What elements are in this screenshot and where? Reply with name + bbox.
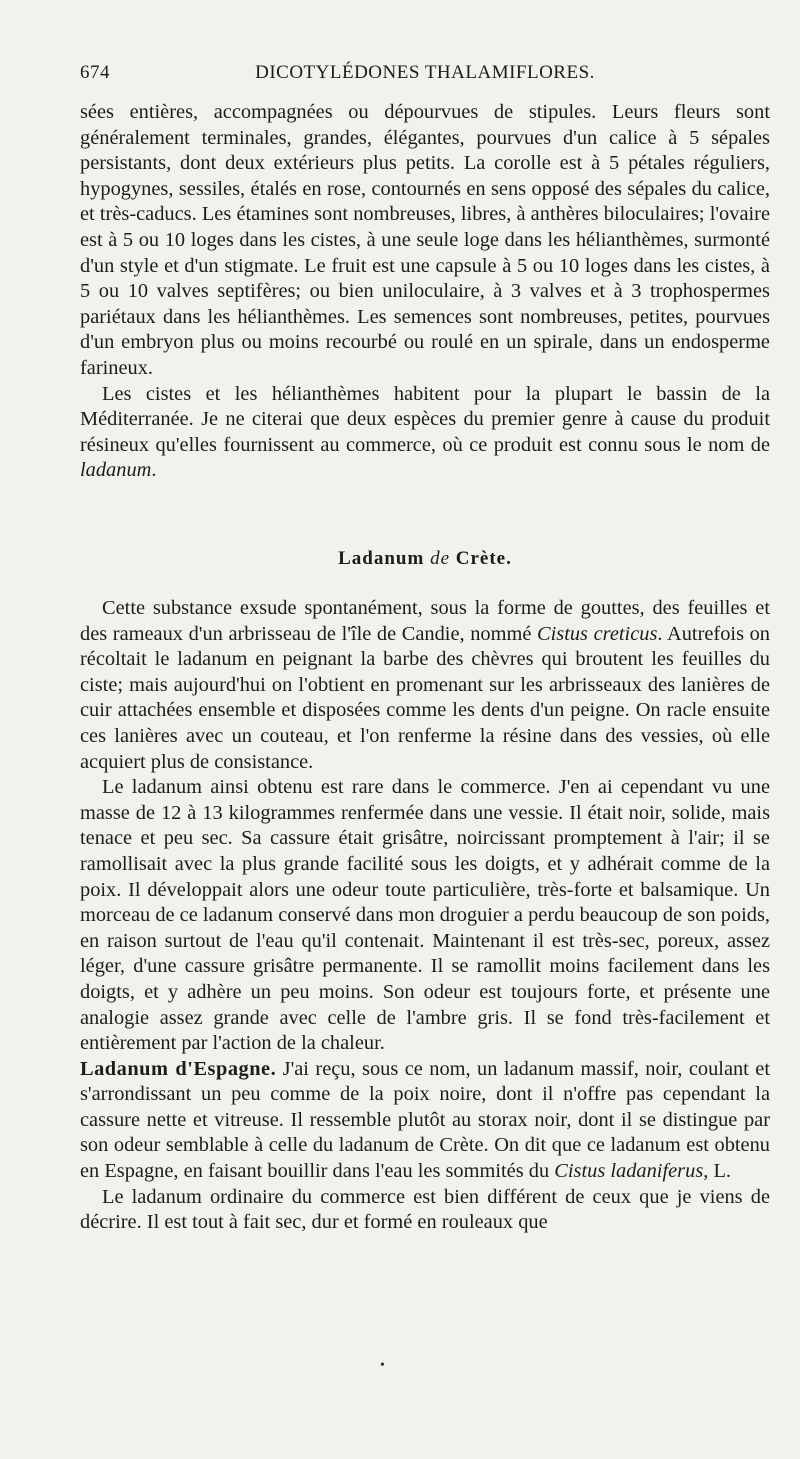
paragraph [80,382,770,484]
text-run: J'ai reçu, sous ce nom, un ladanum massif, noir, coulant et s'arrondissant un peu comme de la poix noire, dont il n'offre pas cependant la cassure nette et vitreuse. Il ressemble plutôt au storax noir, dont il se distingue par son odeur semblable à celle du ladanum de Crète. On dit que ce ladanum est obtenu en Espagne, en faisant bouillir dans l'eau les sommités du [80,1057,771,1183]
text-run: Le ladanum ainsi obtenu est rare dans le commerce. J'en ai cependant vu une masse de 12 à 13 kilogrammes renfermée dans une vessie. Il était noir, solide, mais tenace et peu sec. Sa cassure était grisâtre, noircissant promptement à l'air; il se ramollisait avec la plus grande facilité sous les doigts, et y adhérait comme de la poix. Il développait alors une odeur toute particulière, très-forte et balsamique. Un morceau de ce ladanum conservé dans mon droguier a perdu beaucoup de son poids, en raison surtout de l'eau qu'il contenait. Maintenant il est très-sec, poreux, assez léger, d'une cassure grisâtre permanente. Il se ramollit moins facilement dans les doigts, et y adhère un peu moins. Son odeur est toujours forte, et présente une analogie assez grande avec celle de l'ambre gris. Il se fond très-facilement et entièrement par l'action de la chaleur. [80,776,770,1055]
run-in-heading: Ladanum d'Espagne. [80,1057,277,1080]
text-run: , L. [703,1160,732,1183]
section-heading [80,548,770,570]
section-heading-de: de [424,548,456,569]
italic-run: Cistus creticus [537,622,658,645]
paragraph [80,1057,770,1185]
text-block-ladanum [80,596,770,1236]
italic-run: Cistus ladaniferus [554,1160,704,1183]
paragraph [80,100,770,382]
text-run: . Autrefois on récoltait le ladanum en peignant la barbe des chèvres qui broutent les feuilles du ciste; mais aujourd'hui on l'obtient en promenant sur les arbrisseaux des lanières de cuir attachées ensemble et disposées comme les dents d'un peigne. On racle ensuite ces lanières avec un couteau, et l'on renferme la résine dans des vessies, où elle acquiert plus de consistance. [80,622,770,773]
paragraph [80,596,770,775]
section-heading-end: Crète. [455,548,512,569]
text-run: Les cistes et les hélianthèmes habitent pour la plupart le bassin de la Méditerranée. Je ne citerai que deux espèces du premier genre à cause du produit résineux qu'elles fournissent au commerce, où ce produit est connu sous le nom de [80,382,770,456]
page-number: 674 [80,62,110,83]
text-run: Cette substance exsude spontanément, sous la forme de gouttes, des feuilles et des rameaux d'un arbrisseau de l'île de Candie, nommé [80,597,770,645]
text-run: Le ladanum ordinaire du commerce est bien différent de ceux que je viens de décrire. Il est tout à fait sec, dur et formé en rouleaux que [80,1185,770,1234]
section-heading-main: Ladanum [338,548,425,569]
running-header [80,62,770,90]
paragraph [80,775,770,1057]
paragraph [80,1185,770,1236]
footer-mark: • [380,1358,385,1373]
italic-run: ladanum [80,459,152,482]
text-run: . [151,459,157,482]
text-run: sées entières, accompagnées ou dépourvues de stipules. Leurs fleurs sont généralement terminales, grandes, élégantes, pourvues d'un calice à 5 sépales persistants, dont deux extérieurs plus petits. La corolle est à 5 pétales réguliers, hypogynes, sessiles, étalés en rose, contournés en sens opposé des sépales du calice, et très-caducs. Les étamines sont nombreuses, libres, à anthères biloculaires; l'ovaire est à 5 ou 10 loges dans les cistes, à une seule loge dans les hélianthèmes, surmonté d'un style et d'un stigmate. Le fruit est une capsule à 5 ou 10 loges dans les cistes, à 5 ou 10 valves septifères; ou bien uniloculaire, à 3 valves et à 3 trophospermes pariétaux dans les hélianthèmes. Les semences sont nombreuses, petites, pourvues d'un embryon plus ou moins recourbé ou roulé en un spirale, dans un endosperme farineux. [80,101,770,379]
running-title: DICOTYLÉDONES THALAMIFLORES. [255,62,595,83]
text-block-intro [80,100,770,484]
